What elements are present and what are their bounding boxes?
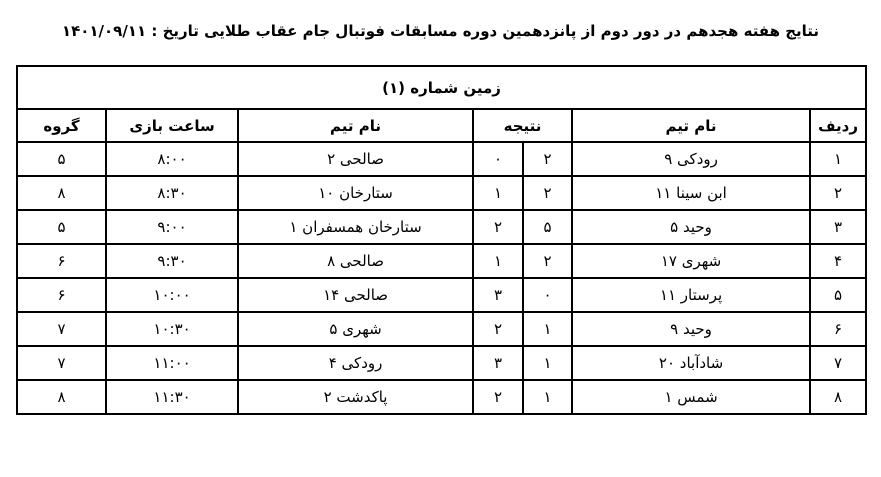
team2-cell: رودکی ۴ — [238, 346, 473, 380]
score2-cell: ۲ — [473, 380, 523, 414]
team1-cell: رودکی ۹ — [572, 142, 810, 176]
team2-cell: پاکدشت ۲ — [238, 380, 473, 414]
team2-cell: ستارخان همسفران ۱ — [238, 210, 473, 244]
team2-cell: صالحی ۱۴ — [238, 278, 473, 312]
score1-cell: ۲ — [523, 244, 572, 278]
team2-cell: صالحی ۸ — [238, 244, 473, 278]
table-row — [17, 210, 866, 244]
score2-cell: ۱ — [473, 244, 523, 278]
time-cell: ۹:۳۰ — [106, 244, 238, 278]
group-cell: ۷ — [17, 346, 106, 380]
table-row — [17, 244, 866, 278]
score1-cell: ۰ — [523, 278, 572, 312]
score1-cell: ۱ — [523, 380, 572, 414]
header-group: گروه — [17, 109, 106, 142]
row-number-cell: ۲ — [810, 176, 866, 210]
team1-cell: شهری ۱۷ — [572, 244, 810, 278]
time-cell: ۸:۰۰ — [106, 142, 238, 176]
time-cell: ۱۱:۰۰ — [106, 346, 238, 380]
header-team1: نام تیم — [572, 109, 810, 142]
team1-cell: وحید ۵ — [572, 210, 810, 244]
time-cell: ۱۰:۰۰ — [106, 278, 238, 312]
row-number-cell: ۳ — [810, 210, 866, 244]
score2-cell: ۱ — [473, 176, 523, 210]
team1-cell: شادآباد ۲۰ — [572, 346, 810, 380]
time-cell: ۱۱:۳۰ — [106, 380, 238, 414]
group-cell: ۶ — [17, 278, 106, 312]
score1-cell: ۱ — [523, 346, 572, 380]
score1-cell: ۵ — [523, 210, 572, 244]
group-cell: ۸ — [17, 176, 106, 210]
score1-cell: ۲ — [523, 142, 572, 176]
table-row — [17, 380, 866, 414]
table-row — [17, 176, 866, 210]
team1-cell: وحید ۹ — [572, 312, 810, 346]
group-cell: ۶ — [17, 244, 106, 278]
row-number-cell: ۱ — [810, 142, 866, 176]
team1-cell: ابن سینا ۱۱ — [572, 176, 810, 210]
score2-cell: ۲ — [473, 312, 523, 346]
group-cell: ۵ — [17, 142, 106, 176]
table-row — [17, 312, 866, 346]
time-cell: ۱۰:۳۰ — [106, 312, 238, 346]
field-caption: زمین شماره (۱) — [17, 66, 866, 109]
score2-cell: ۳ — [473, 346, 523, 380]
table-row — [17, 142, 866, 176]
header-row-number: ردیف — [810, 109, 866, 142]
time-cell: ۹:۰۰ — [106, 210, 238, 244]
team1-cell: پرستار ۱۱ — [572, 278, 810, 312]
team1-cell: شمس ۱ — [572, 380, 810, 414]
score2-cell: ۲ — [473, 210, 523, 244]
group-cell: ۵ — [17, 210, 106, 244]
row-number-cell: ۷ — [810, 346, 866, 380]
time-cell: ۸:۳۰ — [106, 176, 238, 210]
header-team2: نام تیم — [238, 109, 473, 142]
group-cell: ۸ — [17, 380, 106, 414]
team2-cell: صالحی ۲ — [238, 142, 473, 176]
table-row — [17, 278, 866, 312]
team2-cell: شهری ۵ — [238, 312, 473, 346]
table-caption-row — [17, 66, 866, 109]
score2-cell: ۳ — [473, 278, 523, 312]
group-cell: ۷ — [17, 312, 106, 346]
score1-cell: ۱ — [523, 312, 572, 346]
row-number-cell: ۵ — [810, 278, 866, 312]
team2-cell: ستارخان ۱۰ — [238, 176, 473, 210]
results-table — [16, 65, 867, 415]
table-row — [17, 346, 866, 380]
page-title: نتایج هفته هجدهم در دور دوم از پانزدهمین دوره مسابقات فوتبال جام عقاب طلایی تاریخ : ۱۴۰۱/۰۹/۱۱ — [61, 22, 820, 40]
row-number-cell: ۶ — [810, 312, 866, 346]
score2-cell: ۰ — [473, 142, 523, 176]
score1-cell: ۲ — [523, 176, 572, 210]
header-result: نتیجه — [473, 109, 572, 142]
row-number-cell: ۴ — [810, 244, 866, 278]
header-time: ساعت بازی — [106, 109, 238, 142]
table-header-row — [17, 109, 866, 142]
row-number-cell: ۸ — [810, 380, 866, 414]
